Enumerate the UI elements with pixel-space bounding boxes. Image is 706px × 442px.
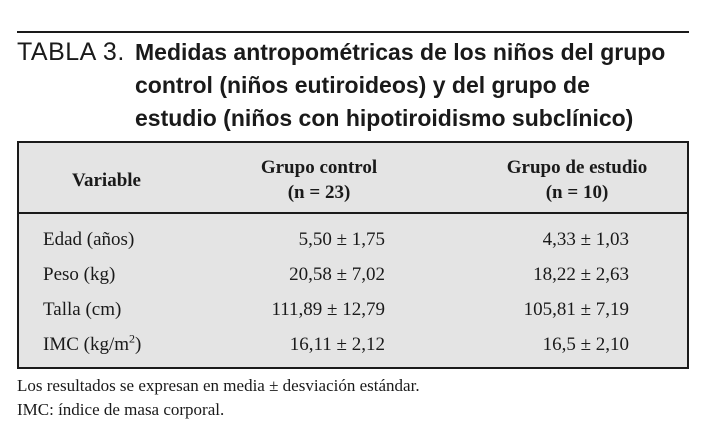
table-number: TABLA 3. xyxy=(17,38,125,66)
cell-estudio: 18,22 ± 2,63 xyxy=(533,264,629,285)
cell-variable-close: ) xyxy=(135,334,142,355)
cell-estudio: 105,81 ± 7,19 xyxy=(523,299,629,320)
table-header-row xyxy=(19,143,687,212)
superscript-2: 2 xyxy=(129,331,136,346)
table-row xyxy=(19,257,687,293)
cell-variable xyxy=(43,327,141,363)
table-row xyxy=(19,327,687,363)
table-row xyxy=(19,222,687,258)
table-title-line: estudio (niños con hipotiroidismo subclínico) xyxy=(135,105,634,131)
table-row xyxy=(19,292,687,328)
footnote: Los resultados se expresan en media ± desviación estándar. xyxy=(17,376,420,395)
header-variable: Variable xyxy=(72,170,141,191)
header-grupo-control-label: Grupo control xyxy=(260,157,378,178)
cell-control: 5,50 ± 1,75 xyxy=(298,229,385,250)
cell-variable-text: IMC (kg/m xyxy=(43,334,130,355)
cell-control: 111,89 ± 12,79 xyxy=(271,299,385,320)
header-grupo-estudio-label: Grupo de estudio xyxy=(506,157,648,178)
data-table xyxy=(17,141,689,369)
cell-variable: Talla (cm) xyxy=(43,299,122,320)
header-grupo-estudio-n: (n = 10) xyxy=(545,182,609,203)
footnote: IMC: índice de masa corporal. xyxy=(17,400,225,419)
header-rule xyxy=(19,212,687,214)
table-footnotes xyxy=(17,374,689,422)
table-title xyxy=(135,36,695,135)
header-grupo-estudio xyxy=(467,155,687,205)
header-grupo-control-n: (n = 23) xyxy=(287,182,351,203)
cell-variable: Edad (años) xyxy=(43,229,135,250)
cell-control: 20,58 ± 7,02 xyxy=(289,264,385,285)
header-grupo-control xyxy=(219,155,419,205)
top-rule xyxy=(17,31,689,33)
cell-control: 16,11 ± 2,12 xyxy=(289,334,385,355)
table-title-line: control (niños eutiroideos) y del grupo de xyxy=(135,72,590,98)
cell-estudio: 4,33 ± 1,03 xyxy=(542,229,629,250)
cell-estudio: 16,5 ± 2,10 xyxy=(542,334,629,355)
cell-variable: Peso (kg) xyxy=(43,264,116,285)
table-title-line: Medidas antropométricas de los niños del grupo xyxy=(135,39,666,65)
